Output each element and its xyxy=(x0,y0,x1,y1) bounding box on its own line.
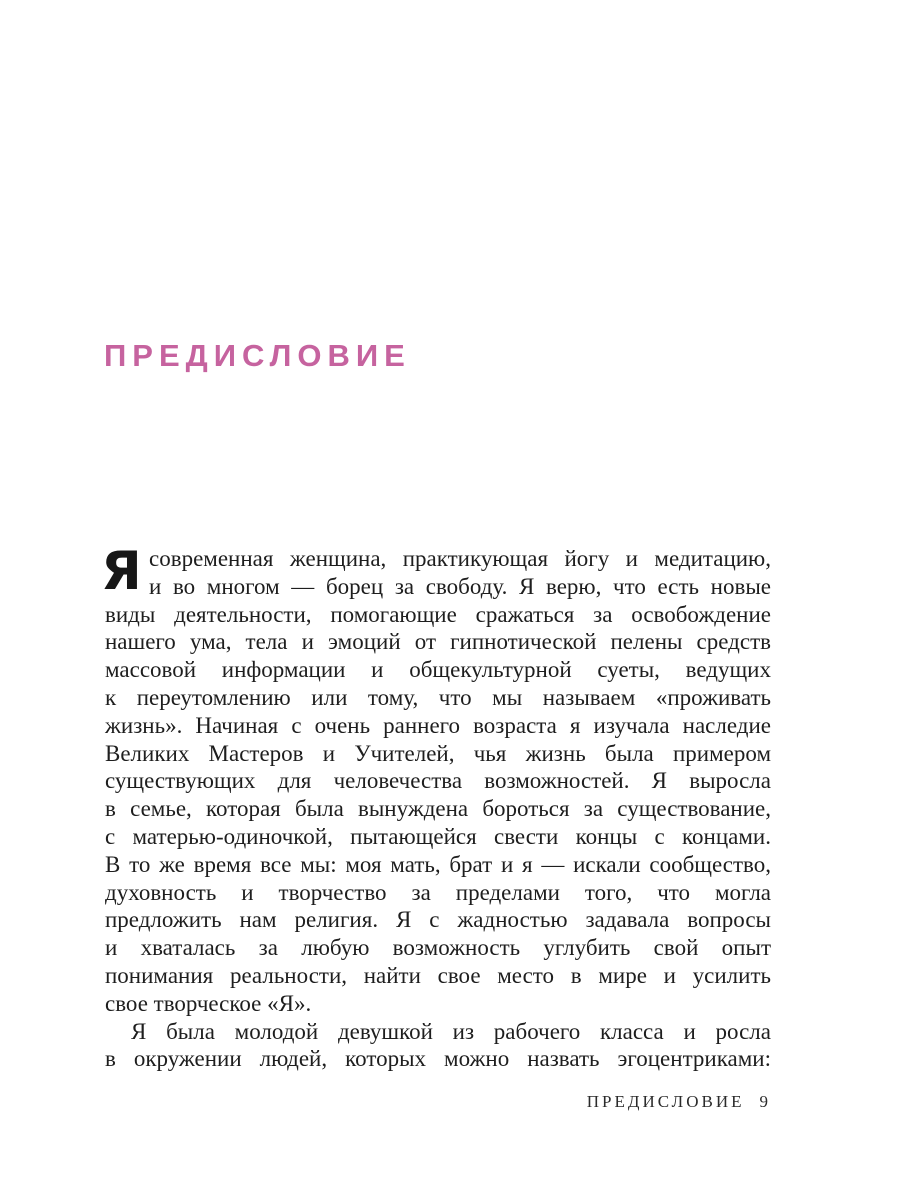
page-footer xyxy=(587,1092,768,1112)
body-line: и во многом — борец за свободу. Я верю, что есть новые xyxy=(149,573,771,599)
body-line: нашего ума, тела и эмоций от гипнотической пелены средств xyxy=(105,629,771,655)
body-line: духовность и творчество за пределами того, что могла xyxy=(105,879,771,905)
body-text xyxy=(101,541,771,1073)
body-line: массовой информации и общекультурной суеты, ведущих xyxy=(105,657,771,683)
body-line: В то же время все мы: моя мать, брат и я — искали сообщество, xyxy=(105,851,771,877)
footer-running-title: ПРЕДИСЛОВИЕ xyxy=(586,1092,745,1111)
body-line: Я была молодой девушкой из рабочего класса и росла xyxy=(131,1018,771,1044)
body-line: современная женщина, практикующая йогу и медитацию, xyxy=(149,546,771,571)
body-line: существующих для человечества возможностей. Я выросла xyxy=(105,768,771,794)
body-line: с матерью-одиночкой, пытающейся свести концы с концами. xyxy=(105,823,771,849)
drop-cap: Я xyxy=(101,541,142,602)
body-line: виды деятельности, помогающие сражаться за освобождение xyxy=(105,601,771,627)
body-line: свое творческое «Я». xyxy=(105,990,312,1016)
body-line: к переутомлению или тому, что мы называем «проживать xyxy=(105,684,771,710)
footer-page-number: 9 xyxy=(759,1092,768,1111)
body-line: предложить нам религия. Я с жадностью задавала вопросы xyxy=(105,907,771,933)
body-line: Великих Мастеров и Учителей, чья жизнь была примером xyxy=(105,740,771,766)
body-line: и хваталась за любую возможность углубить свой опыт xyxy=(105,935,771,961)
body-line: в семье, которая была вынуждена бороться за существование, xyxy=(105,796,771,822)
body-line: понимания реальности, найти свое место в мире и усилить xyxy=(105,962,771,988)
chapter-heading: ПРЕДИСЛОВИЕ xyxy=(104,338,411,373)
body-line: в окружении людей, которых можно назвать эгоцентриками: xyxy=(105,1046,771,1072)
body-line: жизнь». Начиная с очень раннего возраста я изучала наследие xyxy=(105,712,771,738)
